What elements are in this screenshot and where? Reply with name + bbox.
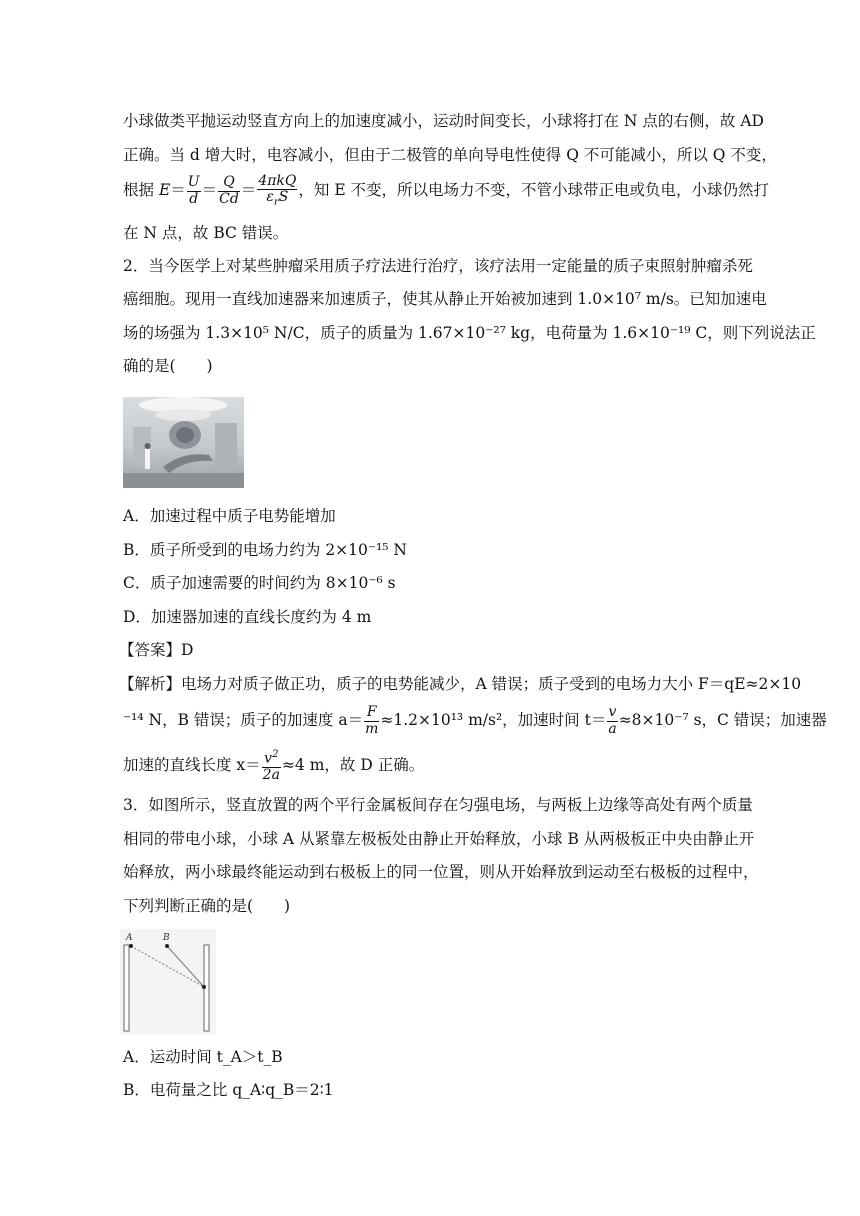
- text-line: 正确。当 d 增大时，电容减小，但由于二极管的单向导电性使得 Q 不可能减小，所以 Q 不变，: [123, 146, 777, 164]
- text-segment: ≈8×10⁻⁷ s，C 错误；加速器: [618, 711, 827, 729]
- left-plate: [124, 945, 129, 1031]
- option-b: B．电荷量之比 q_A∶q_B＝2∶1: [123, 1081, 334, 1099]
- text-segment: ≈1.2×10¹³ m/s²，加速时间 t＝: [380, 711, 607, 729]
- fraction-u-over-d: $\frac{U}{d}$: [187, 174, 200, 207]
- ball-b: [165, 944, 169, 948]
- text-segment: ⁻¹⁴ N，B 错误；质子的加速度 a＝: [123, 711, 364, 729]
- text-segment: ，知 E 不变，所以电场力不变，不管小球带正电或负电，小球仍然打: [298, 181, 770, 199]
- option-b: B．质子所受到的电场力约为 2×10⁻¹⁵ N: [123, 541, 407, 559]
- question-3-line: 3．如图所示，竖直放置的两个平行金属板间存在匀强电场，与两板上边缘等高处有两个质量: [123, 796, 753, 814]
- question-3-line: 下列判断正确的是( ): [123, 897, 291, 915]
- answer: 【答案】D: [119, 641, 194, 659]
- fraction-v-over-a: $\frac{v}{a}$: [608, 704, 617, 737]
- text-segment: ≈4 m，故 D 正确。: [281, 756, 425, 774]
- question-3-line: 始释放，两小球最终能运动到右极板上的同一位置，则从开始释放到运动至右极板的过程中，: [123, 863, 759, 881]
- fraction-v2-over-2a: $\frac{v^2}{2a}$: [262, 748, 280, 783]
- analysis-formula-line: [123, 743, 424, 787]
- formula-line: 根据 E＝ $\frac{U}{d}$ ＝ $\frac{Q}{Cd}$ ＝ $\frac{\text{4πkQ}}{\varepsilon_rS}$ ，知 E 不变，所以电场力不变，不管小球带正电或负电，小球仍然打: [123, 172, 770, 209]
- text-segment: 根据: [123, 181, 159, 199]
- parallel-plates-diagram: [120, 929, 216, 1035]
- option-a: A．加速过程中质子电势能增加: [123, 507, 336, 525]
- fraction-4pikq-over-eps-s: $\frac{\text{4πkQ}}{\varepsilon_rS}$: [258, 172, 297, 209]
- option-d: D．加速器加速的直线长度约为 4 m: [123, 608, 372, 626]
- option-a: A．运动时间 t_A＞t_B: [123, 1048, 283, 1066]
- proton-therapy-photo: [123, 397, 244, 488]
- text-segment: 加速的直线长度 x＝: [123, 756, 261, 774]
- fraction-f-over-m: $\frac{F}{m}$: [365, 704, 379, 737]
- question-2-line: 癌细胞。现用一直线加速器来加速质子，使其从静止开始被加速到 1.0×10⁷ m/s。已知加速电: [123, 290, 767, 308]
- label-b: B: [163, 933, 170, 943]
- ball-a: [129, 944, 133, 948]
- question-2-line: 2．当今医学上对某些肿瘤采用质子疗法进行治疗，该疗法用一定能量的质子束照射肿瘤杀死: [123, 257, 753, 275]
- question-2-line: 场的场强为 1.3×10⁵ N/C，质子的质量为 1.67×10⁻²⁷ kg，电荷量为 1.6×10⁻¹⁹ C，则下列说法正: [123, 324, 816, 342]
- label-a: A: [126, 933, 133, 943]
- text-line: 小球做类平抛运动竖直方向上的加速度减小，运动时间变长，小球将打在 N 点的右侧，故 AD: [123, 112, 764, 130]
- analysis-formula-line: [123, 700, 827, 740]
- text-line: 在 N 点，故 BC 错误。: [123, 224, 289, 242]
- landing-point: [202, 985, 206, 989]
- question-2-line: 确的是( ): [123, 357, 213, 375]
- option-c: C．质子加速需要的时间约为 8×10⁻⁶ s: [123, 574, 396, 592]
- question-3-line: 相同的带电小球，小球 A 从紧靠左极板处由静止开始释放，小球 B 从两极板正中央由静止开: [123, 830, 755, 848]
- analysis-line: 【解析】电场力对质子做正功，质子的电势能减少，A 错误；质子受到的电场力大小 F＝qE≈2×10: [119, 675, 802, 693]
- fraction-q-over-cd: $\frac{Q}{Cd}$: [219, 174, 239, 207]
